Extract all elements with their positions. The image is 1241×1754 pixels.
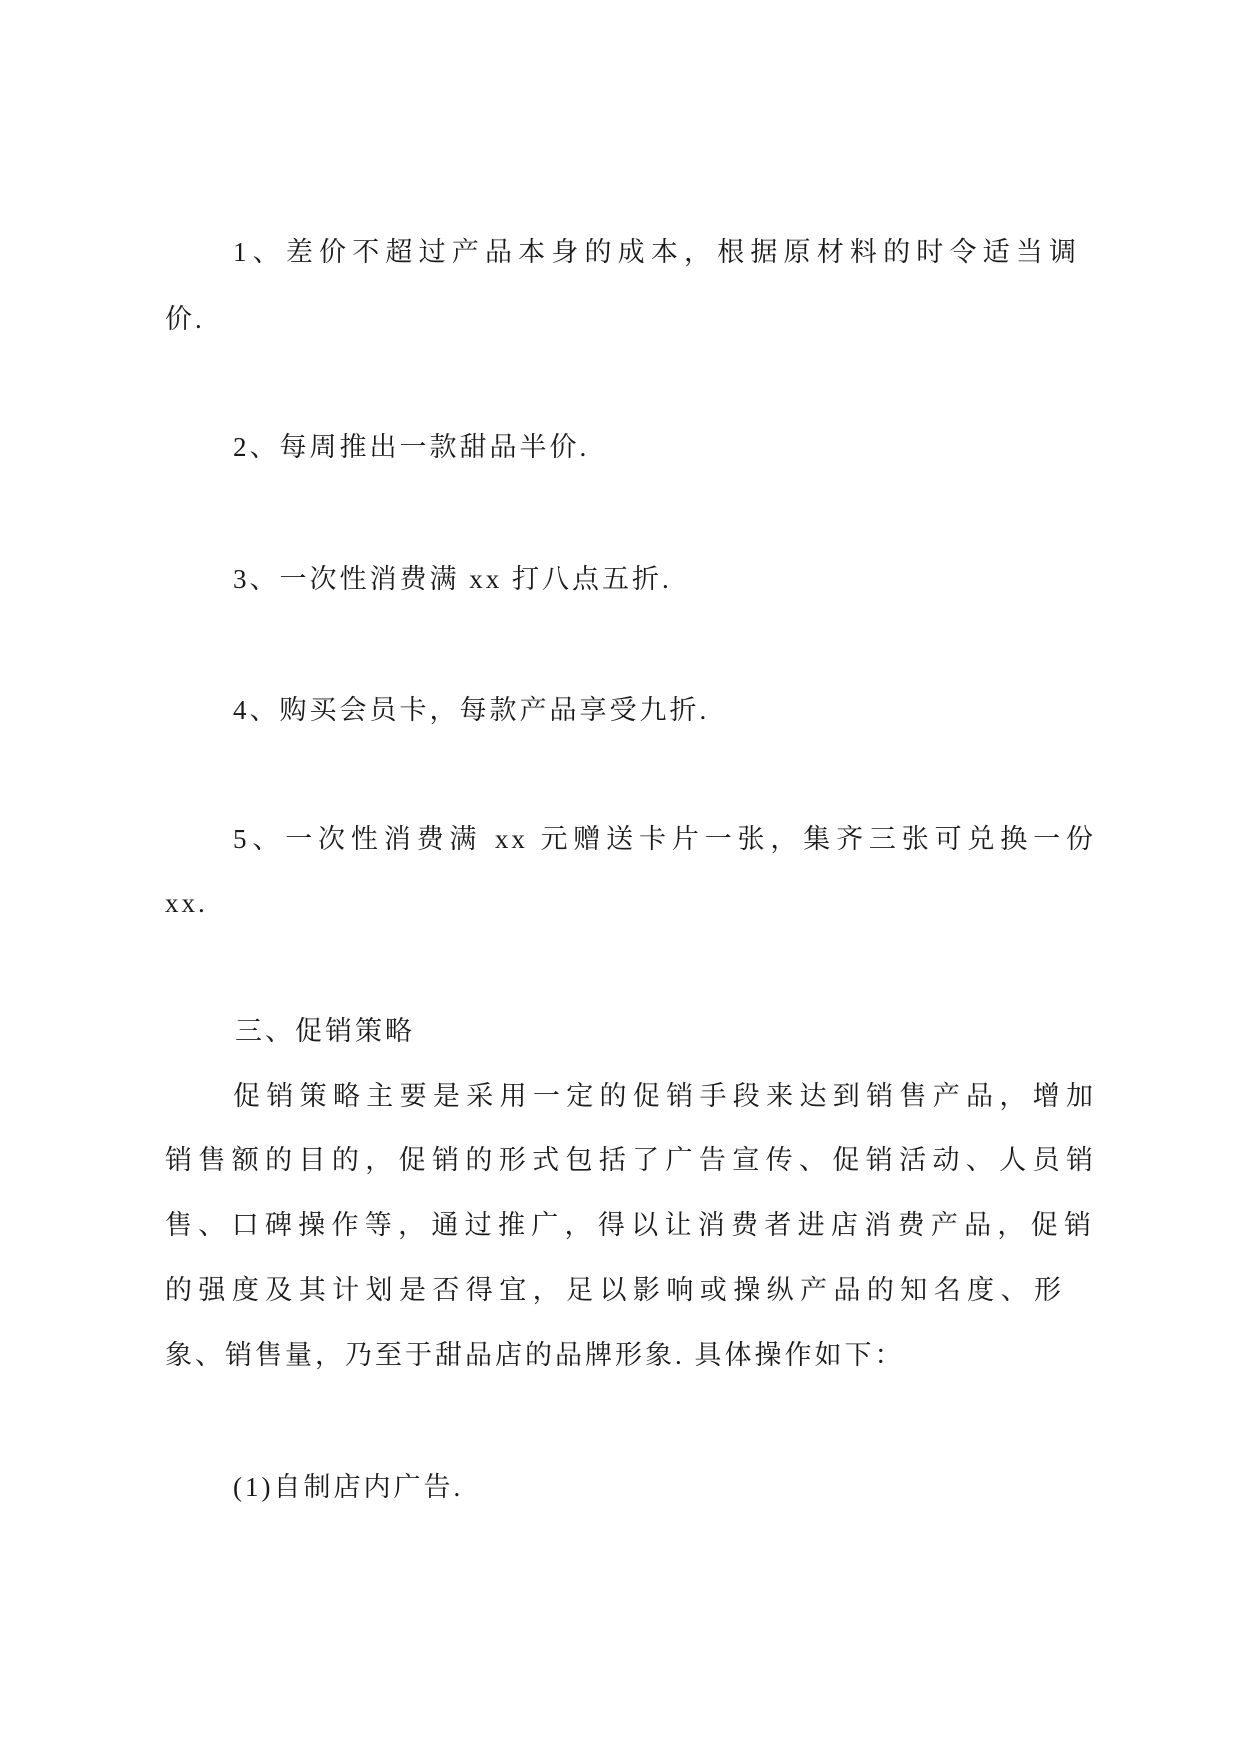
list-item-1-line-2: 价. <box>165 304 205 334</box>
body-paragraph-line-2: 销售额的目的，促销的形式包括了广告宣传、促销活动、人员销 <box>165 1145 1096 1175</box>
body-paragraph-line-4: 的强度及其计划是否得宜，足以影响或操纵产品的知名度、形 <box>165 1275 1064 1305</box>
list-item-5-line-1: 5、一次性消费满 xx 元赠送卡片一张，集齐三张可兑换一份 <box>233 824 1096 854</box>
list-item-4: 4、购买会员卡，每款产品享受九折. <box>233 695 710 725</box>
body-paragraph-line-1: 促销策略主要是采用一定的促销手段来达到销售产品，增加 <box>233 1081 1096 1111</box>
list-item-1-line-1: 1、差价不超过产品本身的成本，根据原材料的时令适当调 <box>233 237 1079 267</box>
body-paragraph-line-3: 售、口碑操作等，通过推广，得以让消费者进店消费产品，促销 <box>165 1210 1094 1240</box>
section-heading: 三、促销策略 <box>235 1016 415 1046</box>
sub-item-1: (1)自制店内广告. <box>233 1472 464 1502</box>
list-item-3: 3、一次性消费满 xx 打八点五折. <box>233 564 672 594</box>
body-paragraph-line-5: 象、销售量，乃至于甜品店的品牌形象. 具体操作如下： <box>165 1340 905 1370</box>
list-item-2: 2、每周推出一款甜品半价. <box>233 432 590 462</box>
list-item-5-line-2: xx. <box>165 888 208 918</box>
